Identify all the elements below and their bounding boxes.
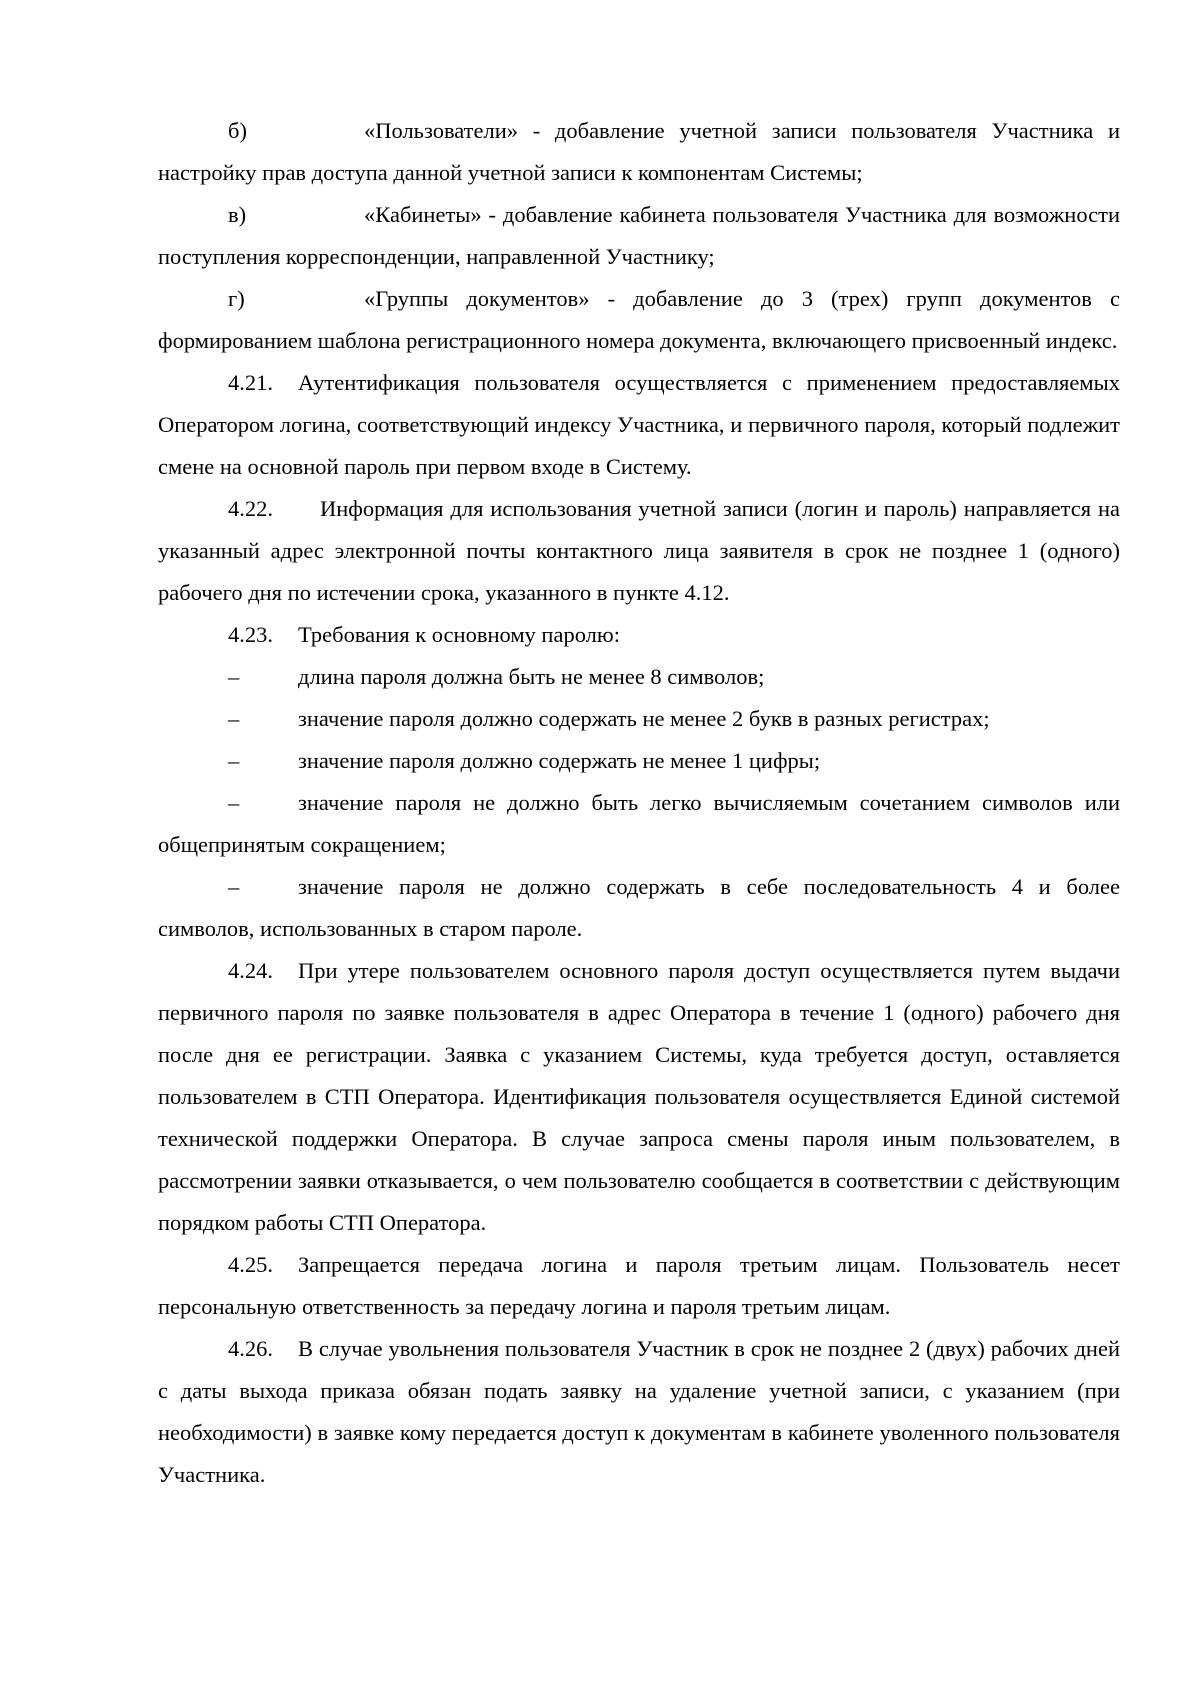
- list-item-password-length: [158, 656, 1120, 698]
- paragraph-label: 4.26.: [228, 1336, 273, 1361]
- paragraph-4-24: [158, 950, 1120, 1244]
- list-item-password-case: [158, 698, 1120, 740]
- paragraph-text: «Группы документов» - добавление до 3 (трех) групп документов с формированием шаблона регистрационного номера документа, включающего присвоенный индекс.: [158, 286, 1120, 353]
- list-item-password-history: [158, 866, 1120, 950]
- paragraph-g: [158, 278, 1120, 362]
- paragraph-4-21: [158, 362, 1120, 488]
- paragraph-text: значение пароля должно содержать не менее 2 букв в разных регистрах;: [298, 706, 990, 731]
- paragraph-text: «Пользователи» - добавление учетной записи пользователя Участника и настройку прав доступа данной учетной записи к компонентам Системы;: [158, 118, 1120, 185]
- paragraph-v: [158, 194, 1120, 278]
- paragraph-4-26: [158, 1328, 1120, 1496]
- paragraph-label: б): [228, 118, 247, 143]
- paragraph-4-22: [158, 488, 1120, 614]
- paragraph-text: значение пароля должно содержать не менее 1 цифры;: [298, 748, 821, 773]
- paragraph-text: При утере пользователем основного пароля доступ осуществляется путем выдачи первичного пароля по заявке пользователя в адрес Оператора в течение 1 (одного) рабочего дня после дня ее регистрации. Заявка с указанием Системы, куда требуется доступ, оставляется пользователем в СТП Оператора. Идентификация пользователя осуществляется Единой системой технической поддержки Оператора. В случае запроса смены пароля иным пользователем, в рассмотрении заявки отказывается, о чем пользователю сообщается в соответствии с действующим порядком работы СТП Оператора.: [158, 958, 1120, 1235]
- list-dash: –: [228, 664, 240, 689]
- paragraph-text: Запрещается передача логина и пароля третьим лицам. Пользователь несет персональную ответственность за передачу логина и пароля третьим лицам.: [158, 1252, 1120, 1319]
- paragraph-label: 4.22.: [228, 496, 273, 521]
- list-dash: –: [228, 790, 240, 815]
- paragraph-label: в): [228, 202, 247, 227]
- paragraph-b: [158, 110, 1120, 194]
- paragraph-text: Аутентификация пользователя осуществляется с применением предоставляемых Оператором логина, соответствующий индексу Участника, и первичного пароля, который подлежит смене на основной пароль при первом входе в Систему.: [158, 370, 1120, 479]
- list-item-password-complexity: [158, 782, 1120, 866]
- list-dash: –: [228, 748, 240, 773]
- paragraph-text: значение пароля не должно быть легко вычисляемым сочетанием символов или общепринятым сокращением;: [158, 790, 1120, 857]
- paragraph-label: г): [228, 286, 245, 311]
- paragraph-4-25: [158, 1244, 1120, 1328]
- document-body: [158, 110, 1120, 1496]
- paragraph-label: 4.24.: [228, 958, 273, 983]
- paragraph-text: В случае увольнения пользователя Участник в срок не позднее 2 (двух) рабочих дней с даты выхода приказа обязан подать заявку на удаление учетной записи, с указанием (при необходимости) в заявке кому передается доступ к документам в кабинете уволенного пользователя Участника.: [158, 1336, 1120, 1487]
- paragraph-text: Информация для использования учетной записи (логин и пароль) направляется на указанный адрес электронной почты контактного лица заявителя в срок не позднее 1 (одного) рабочего дня по истечении срока, указанного в пункте 4.12.: [158, 496, 1120, 605]
- list-dash: –: [228, 874, 240, 899]
- paragraph-text: «Кабинеты» - добавление кабинета пользователя Участника для возможности поступления корреспонденции, направленной Участнику;: [158, 202, 1120, 269]
- paragraph-label: 4.23.: [228, 622, 273, 647]
- paragraph-text: значение пароля не должно содержать в себе последовательность 4 и более символов, использованных в старом пароле.: [158, 874, 1120, 941]
- paragraph-label: 4.25.: [228, 1252, 273, 1277]
- paragraph-text: длина пароля должна быть не менее 8 символов;: [298, 664, 765, 689]
- list-item-password-digit: [158, 740, 1120, 782]
- paragraph-label: 4.21.: [228, 370, 273, 395]
- paragraph-text: Требования к основному паролю:: [298, 622, 620, 647]
- list-dash: –: [228, 706, 240, 731]
- paragraph-4-23: [158, 614, 1120, 656]
